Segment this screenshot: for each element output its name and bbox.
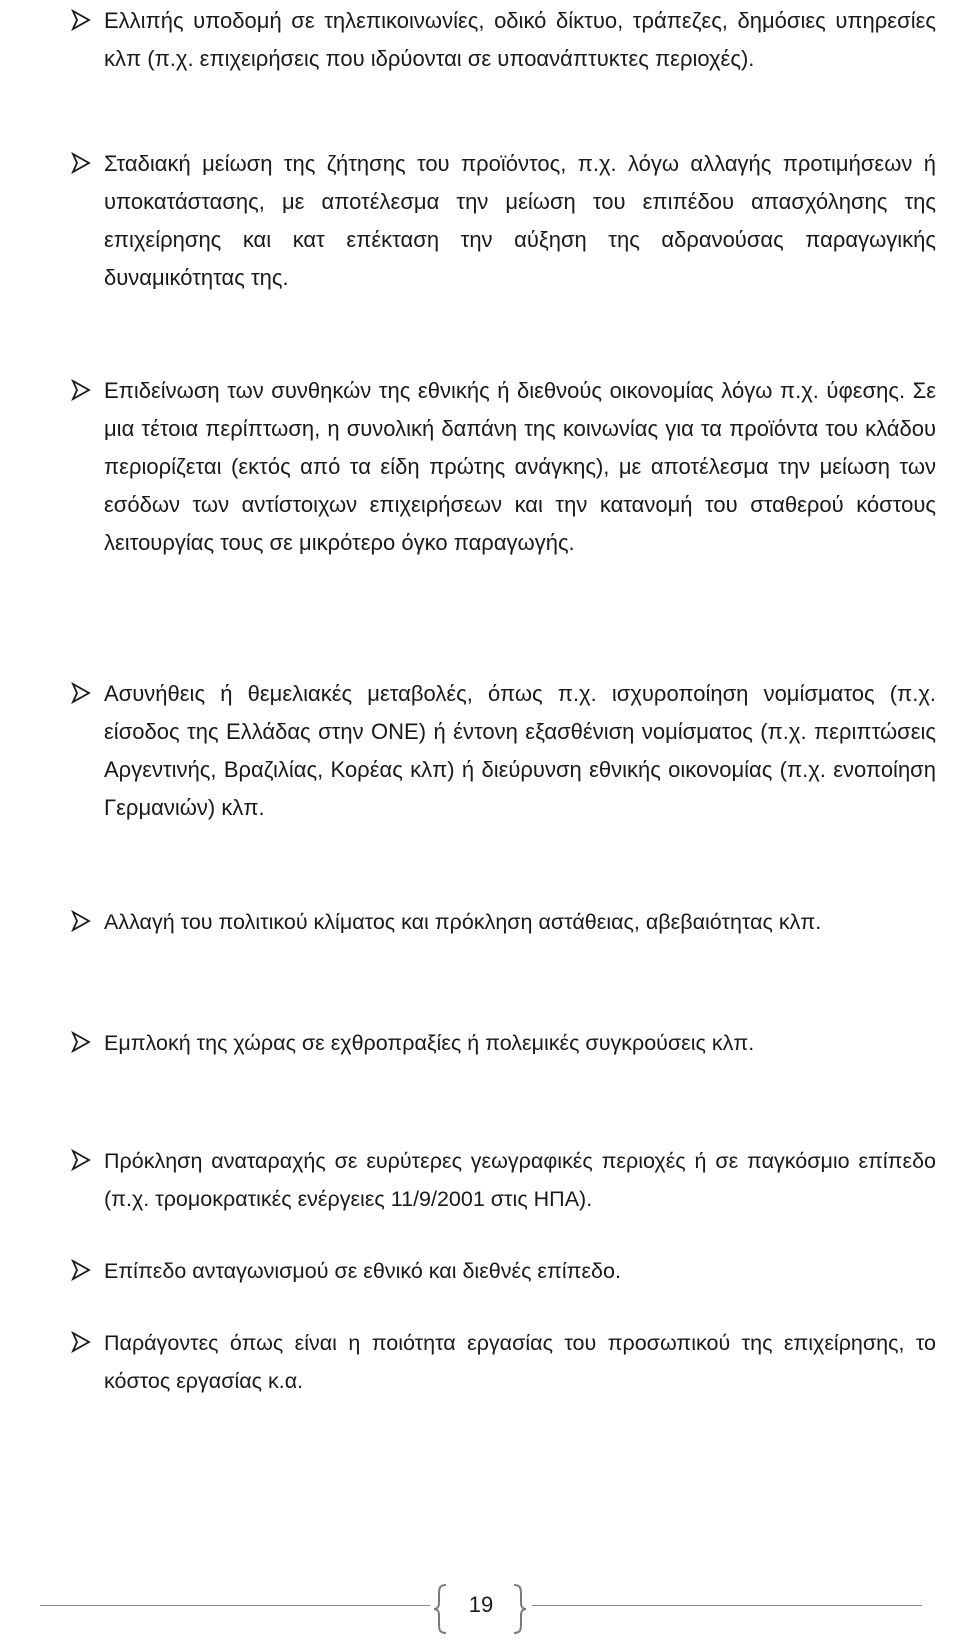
page-number: 19 [468, 1592, 494, 1617]
arrowhead-bullet-icon [70, 682, 92, 704]
arrowhead-bullet-icon [70, 1259, 92, 1281]
bullet-item [104, 1142, 936, 1218]
bullet-item [104, 372, 936, 562]
arrowhead-bullet-icon [70, 910, 92, 932]
left-brace-icon [432, 1583, 448, 1635]
footer-rule-right [532, 1605, 922, 1606]
bullet-item-text: Ασυνήθεις ή θεμελιακές μεταβολές, όπως π.χ. ισχυροποίηση νομίσματος (π.χ. είσοδος της Ελλάδας στην ΟΝΕ) ή έντονη εξασθένιση νομίσματος (π.χ. περιπτώσεις Αργεντινής, Βραζιλίας, Κορέας κλπ) ή διεύρυνση εθνικής οικονομίας (π.χ. ενοποίηση Γερμανιών) κλπ. [104, 681, 936, 820]
page-footer [0, 1580, 960, 1638]
bullet-item [104, 675, 936, 827]
arrowhead-bullet-icon [70, 1031, 92, 1053]
arrowhead-bullet-icon [70, 379, 92, 401]
arrowhead-bullet-icon [70, 1331, 92, 1353]
bullet-item [104, 1252, 936, 1290]
bullet-item-text: Επιδείνωση των συνθηκών της εθνικής ή διεθνούς οικονομίας λόγω π.χ. ύφεσης. Σε μια τέτοια περίπτωση, η συνολική δαπάνη της κοινωνίας για τα προϊόντα του κλάδου περιορίζεται (εκτός από τα είδη πρώτης ανάγκης), με αποτέλεσμα την μείωση των εσόδων των αντίστοιχων επιχειρήσεων και την κατανομή του σταθερού κόστους λειτουργίας τους σε μικρότερο όγκο παραγωγής. [104, 378, 936, 555]
bullet-item [104, 1024, 936, 1062]
bullet-item-text: Σταδιακή μείωση της ζήτησης του προϊόντος, π.χ. λόγω αλλαγής προτιμήσεων ή υποκατάστασης, με αποτέλεσμα την μείωση του επιπέδου απασχόλησης της επιχείρησης και κατ επέκταση την αύξηση της αδρανούσας παραγωγικής δυναμικότητας της. [104, 151, 936, 290]
bullet-item [104, 1324, 936, 1400]
bullet-item-text: Αλλαγή του πολιτικού κλίματος και πρόκληση αστάθειας, αβεβαιότητας κλπ. [104, 910, 822, 934]
arrowhead-bullet-icon [70, 1149, 92, 1171]
footer-rule-left [40, 1605, 430, 1606]
bullet-item-text: Ελλιπής υποδομή σε τηλεπικοινωνίες, οδικό δίκτυο, τράπεζες, δημόσιες υπηρεσίες κλπ (π.χ. επιχειρήσεις που ιδρύονται σε υποανάπτυκτες περιοχές). [104, 8, 936, 71]
arrowhead-bullet-icon [70, 152, 92, 174]
arrowhead-bullet-icon [70, 9, 92, 31]
bullet-item-text: Εμπλοκή της χώρας σε εχθροπραξίες ή πολεμικές συγκρούσεις κλπ. [104, 1031, 755, 1055]
bullet-item [104, 2, 936, 78]
bullet-item [104, 903, 936, 941]
bullet-item-text: Πρόκληση αναταραχής σε ευρύτερες γεωγραφικές περιοχές ή σε παγκόσμιο επίπεδο (π.χ. τρομοκρατικές ενέργειες 11/9/2001 στις ΗΠΑ). [104, 1149, 936, 1211]
bullet-item-text: Παράγοντες όπως είναι η ποιότητα εργασίας του προσωπικού της επιχείρησης, το κόστος εργασίας κ.α. [104, 1331, 936, 1393]
bullet-item [104, 145, 936, 297]
right-brace-icon [512, 1583, 528, 1635]
bullet-item-text: Επίπεδο ανταγωνισμού σε εθνικό και διεθνές επίπεδο. [104, 1259, 621, 1283]
